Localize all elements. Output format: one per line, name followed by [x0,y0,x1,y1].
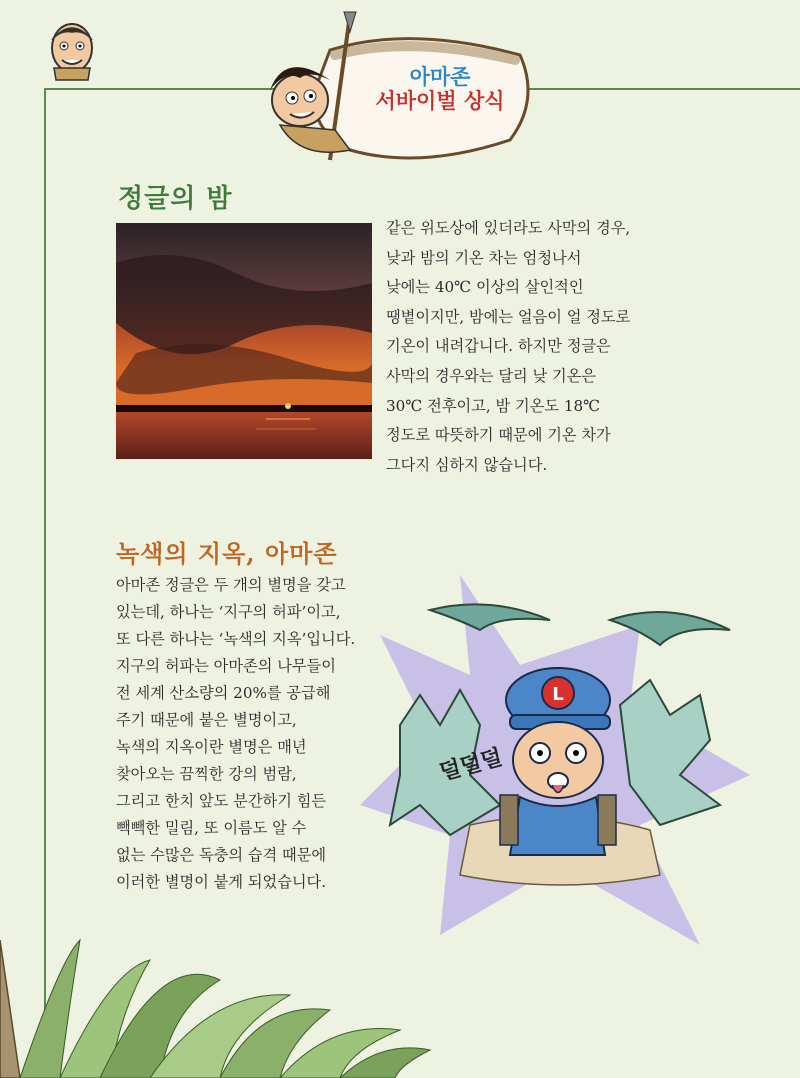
section2-line: 빽빽한 밀림, 또 이름도 알 수 [116,819,307,837]
section2-line: 또 다른 하나는 ‘녹색의 지옥’입니다. [116,630,356,648]
section2-line: 지구의 허파는 아마존의 나무들이 [116,657,336,675]
section1-line: 땡볕이지만, 밤에는 얼음이 얼 정도로 [386,307,631,326]
section2-title: 녹색의 지옥, 아마존 [116,539,338,568]
section1-line: 그다지 심하지 않습니다. [386,455,548,474]
section2-line: 이러한 별명이 붙게 되었습니다. [116,873,327,891]
section1-line: 정도로 따뜻하기 때문에 기온 차가 [386,426,611,445]
section1-line: 낮과 밤의 기온 차는 엄청나서 [386,248,582,267]
section2-line: 녹색의 지옥이란 별명은 매년 [116,738,307,756]
section1-line: 30℃ 전후이고, 밤 기온도 18℃ [386,396,601,415]
sfx-trembling-text: 덜덜덜 [437,745,506,786]
caveman-corner-icon [44,18,100,82]
badge-line2: 서바이벌 상식 [375,89,505,114]
section2-line: 그리고 한치 앞도 분간하기 힘든 [116,792,327,810]
section2-line: 주기 때문에 붙은 별명이고, [116,711,297,729]
section1-line: 기온이 내려갑니다. 하지만 정글은 [386,337,611,356]
section1-line: 사막의 경우와는 달리 낮 기온은 [386,366,597,385]
badge-line1: 아마존 [409,65,471,89]
section2-line: 있는데, 하나는 ‘지구의 허파’이고, [116,603,341,621]
section2-line: 아마존 정글은 두 개의 별명을 갖고 [116,576,346,594]
survival-tips-badge [240,10,540,170]
section1-line: 같은 위도상에 있더라도 사막의 경우, [386,219,631,237]
section1-title: 정글의 밤 [118,184,233,214]
section1-paragraph [386,214,676,480]
section2-line: 없는 수많은 독충의 습격 때문에 [116,846,327,864]
jungle-sunset-photo [116,223,372,459]
grass-decoration [0,900,800,1078]
scared-boy-jungle-illustration [360,575,760,950]
section1-line: 낮에는 40℃ 이상의 살인적인 [386,278,584,297]
section2-line: 찾아오는 끔찍한 강의 범람, [116,765,297,783]
cap-letter: L [552,684,564,705]
section2-line: 전 세계 산소량의 20%를 공급해 [116,684,331,702]
